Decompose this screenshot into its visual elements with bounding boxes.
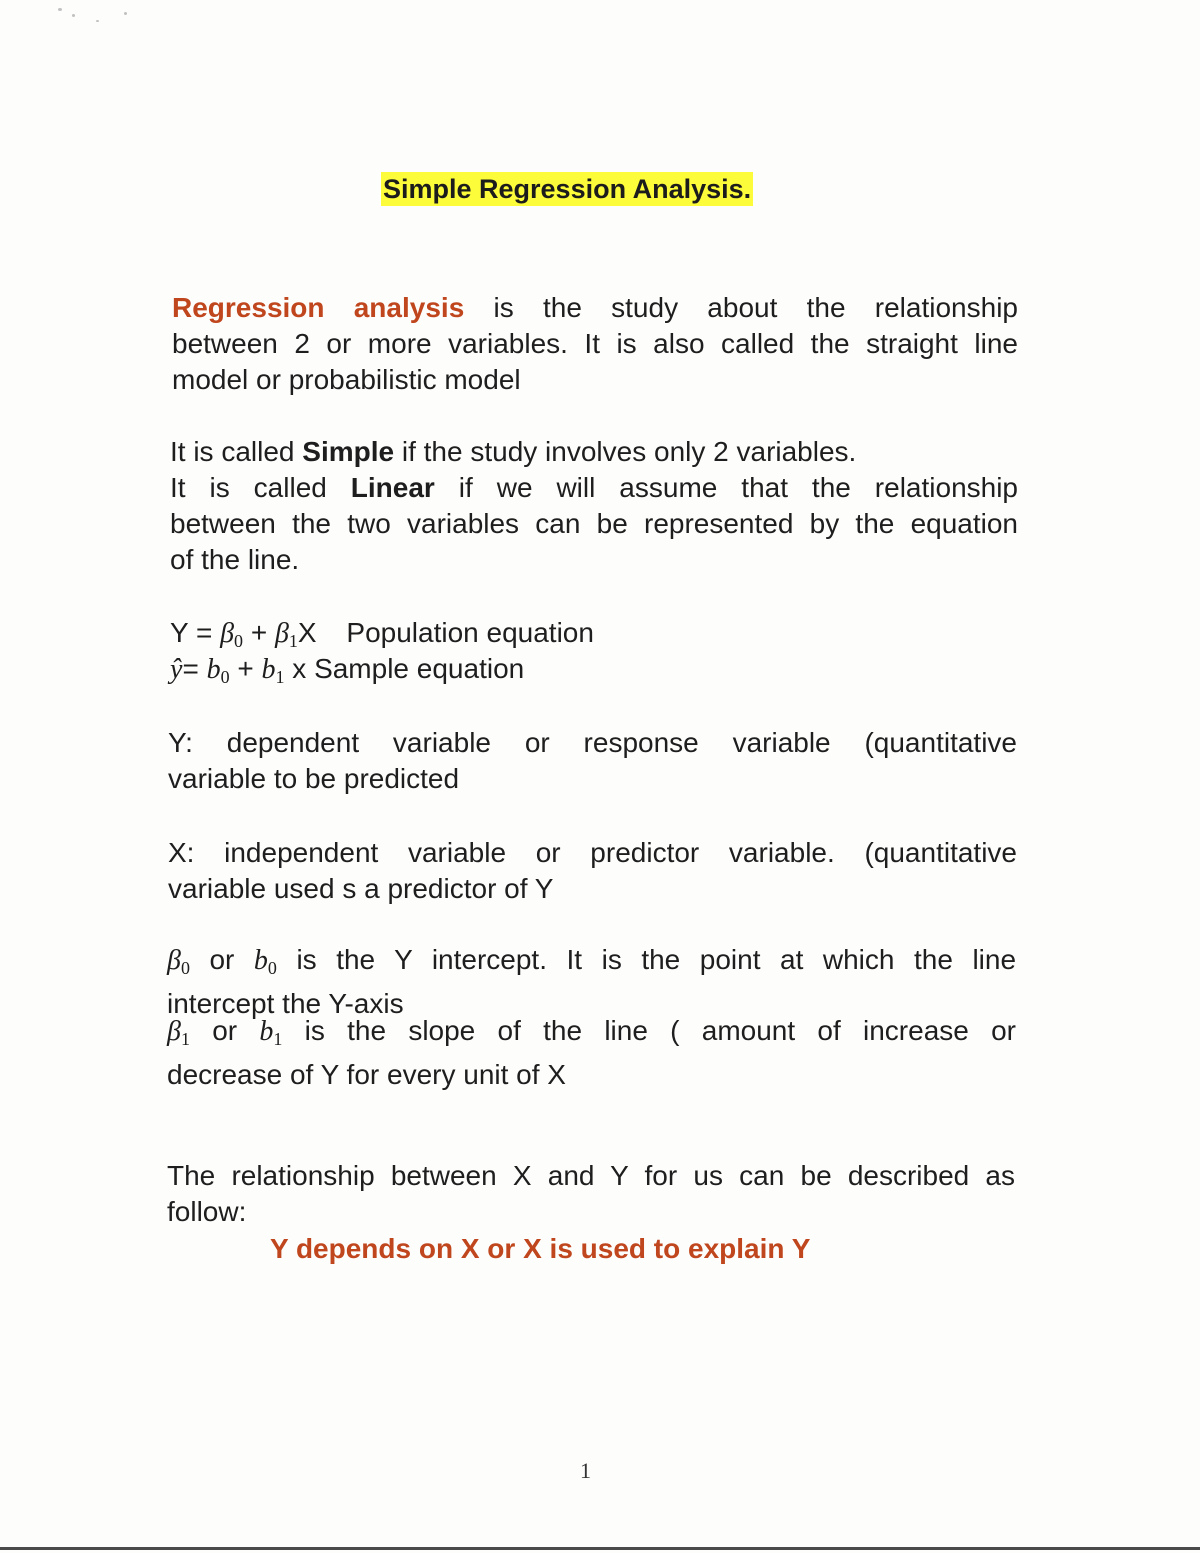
x-definition [168,835,1017,907]
population-equation: $Y = \beta_0 + \beta_1X$ Population equation [170,617,594,651]
simple-line: It is called Simple if the study involves only 2 variables. [170,436,857,467]
simple-linear-paragraph [170,434,1018,578]
scan-edge-line [0,1547,1200,1550]
x-definition-line-1: X: independent variable or predictor variable. (quantitative [168,837,1017,868]
conclusion-statement: Y depends on X or X is used to explain Y [270,1233,811,1264]
linear-line-2: between the two variables can be represented by the equation [170,508,1018,539]
intercept-line-2: intercept the Y-axis [167,988,404,1019]
intercept-line-1: $\beta_0$ or $b_0$ is the Y intercept. It is the point at which the line [167,944,1017,978]
scan-speck [124,12,127,15]
intro-line-2: between 2 or more variables. It is also called the straight line [172,328,1018,359]
scan-speck [58,8,62,11]
y-definition-line-2: variable to be predicted [168,763,460,794]
simple-term: Simple [302,436,395,467]
x-definition-line-2: variable used s a predictor of Y [168,873,554,904]
slope-line-1: $\beta_1$ or $b_1$ is the slope of the line ( amount of increase or [167,1015,1016,1049]
intro-line-1: Regression analysis is the study about the relationship [172,292,1018,323]
intercept-definition [167,942,1016,1022]
population-equation-label: Population equation [346,617,594,648]
relationship-line-2: follow: [167,1196,247,1227]
relationship-line-1: The relationship between X and Y for us can be described as [167,1160,1015,1191]
regression-analysis-term: Regression analysis [172,292,465,323]
intro-line-3: model or probabilistic model [172,364,521,395]
linear-line-3: of the line. [170,544,300,575]
sample-equation: ŷ= $b_0 + b_1$ x Sample equation [170,653,525,687]
linear-line: It is called Linear if we will assume that the relationship [170,472,1019,503]
y-hat-symbol: ŷ [170,654,183,685]
relationship-paragraph [167,1158,1015,1230]
page-number: 1 [580,1458,591,1483]
scan-speck [72,14,75,17]
beta-symbol: β [220,618,235,649]
y-definition-line-1: Y: dependent variable or response variable (quantitative [168,727,1017,758]
y-definition [168,725,1017,797]
linear-term: Linear [350,472,435,503]
sample-equation-label: Sample equation [314,653,525,684]
beta-symbol: β [274,618,289,649]
slope-definition [167,1013,1016,1093]
page-title: Simple Regression Analysis. [383,174,752,204]
intro-paragraph [172,290,1018,398]
slope-line-2: decrease of Y for every unit of X [167,1059,566,1090]
scan-speck [96,20,99,22]
